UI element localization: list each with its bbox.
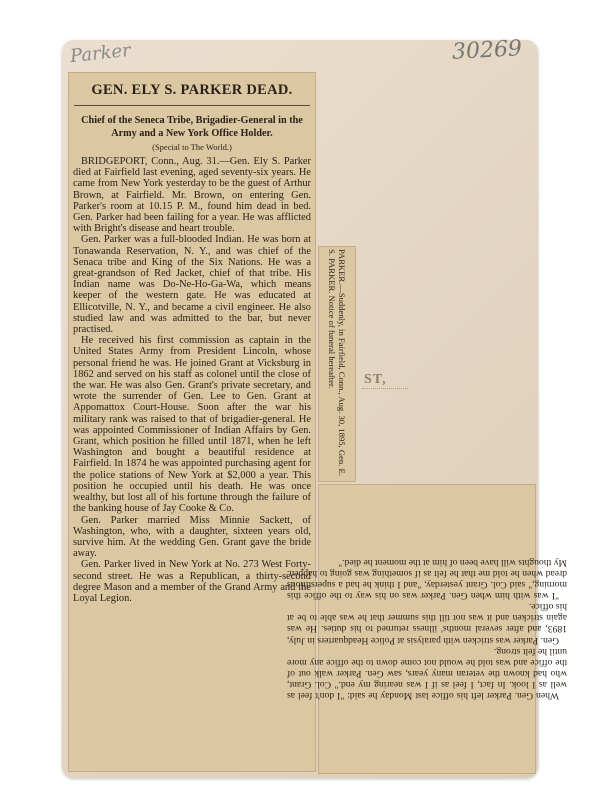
article-paragraph: BRIDGEPORT, Conn., Aug. 31.—Gen. Ely S. Parker died at Fairfield last evening, aged seventy-six years. He came from New York yesterday to be the guest of Arthur Brown, at Fairfield. Mr. Brown, on entering Gen. Parker's room at 10.15 P. M., found him dead in bed. Gen. Parker had been failing for a year. He was afflicted with Bright's disease and heart trouble. <box>73 156 311 235</box>
headline: GEN. ELY S. PARKER DEAD. <box>74 82 310 106</box>
dateline-credit: (Special to The World.) <box>152 142 232 152</box>
photographer-stamp: ST, <box>364 372 387 387</box>
article-body <box>73 156 311 604</box>
article-paragraph: He received his first commission as captain in the United States Army from President Lincoln, whose personal friend he was. He joined Grant at Vicksburg in 1862 and served on his staff as colonel until the close of the war. He was also Gen. Grant's private secretary, and wrote the surrender of Gen. Lee to Gen. Grant at Appomattox Court-House. Soon after the war his military rank was raised to that of brigadier-general. He was appointed Commissioner of Indian Affairs by Gen. Grant, which position he filled until 1871, when he left Washington and bought a beautiful residence at Fairfield. In 1874 he was appointed purchasing agent for the police stations of New York at $2,000 a year. This position he occupied until his death. He was once wealthy, but lost all of his fortune through the failure of the banking house of Jay Cooke & Co. <box>73 335 311 515</box>
article-paragraph: Gen. Parker lived in New York at No. 273 West Forty-second street. He was a Republican, a thirty-second degree Mason and a member of the Grand Army and the Loyal Legion. <box>73 559 311 604</box>
supplementary-paragraph: When Gen. Parker left his office last Monday he said: "I don't feel as well as I look. In fact, I feel as if I was nearing my end." Col. Grant, who had known the veteran many years, saw Gen. Parker walk out of the office and was told he would not come down to the office any more until he felt strong. <box>287 645 567 702</box>
obituary-clipping <box>68 72 316 772</box>
death-notice-text: PARKER.—Suddenly, in Fairfield, Conn., Aug. 30, 1895, Gen. E. S. PARKER. Notice of funeral hereafter. <box>327 249 347 476</box>
article-paragraph: Gen. Parker was a full-blooded Indian. He was born at Tonawanda Reservation, N. Y., and was chief of the Senaca tribe and King of the Six Nations. He was a great-grandson of Red Jacket, chief of that tribe. His Indian name was Do-Ne-Ho-Ga-Wa, which means keeper of the western gate. He was educated at Ellicotville, N. Y., and became a civil engineer. He also studied law and was admitted to the bar, but never practised. <box>73 234 311 336</box>
subheadline: Chief of the Seneca Tribe, Brigadier-General in the Army and a New York Office Holder. <box>81 115 303 139</box>
supplementary-paragraph: "I was with him when Gen. Parker was on his way to the office this morning," said Col. Grant yesterday, "and I think he had a superstitious dread when he told me that he felt as if something was going to happen. My thoughts will have been of him at the moment he died." <box>287 556 567 602</box>
handwritten-number: 30269 <box>451 36 523 65</box>
death-notice-clipping <box>318 246 356 482</box>
supplementary-text <box>285 557 569 701</box>
supplementary-paragraph: Gen. Parker was stricken with paralysis at Police Headquarters in July, 1893, and after several months' illness returned to his duties. He was again stricken and it was not till this summer that he was able to be at his office. <box>287 601 567 646</box>
stamp-flourish <box>362 388 408 395</box>
supplementary-clipping <box>287 484 567 774</box>
handwritten-name: Parker <box>69 39 132 68</box>
article-paragraph: Gen. Parker married Miss Minnie Sackett, of Washington, who, with a daughter, sixteen years old, survive him. At the wedding Gen. Grant gave the bride away. <box>73 514 311 560</box>
